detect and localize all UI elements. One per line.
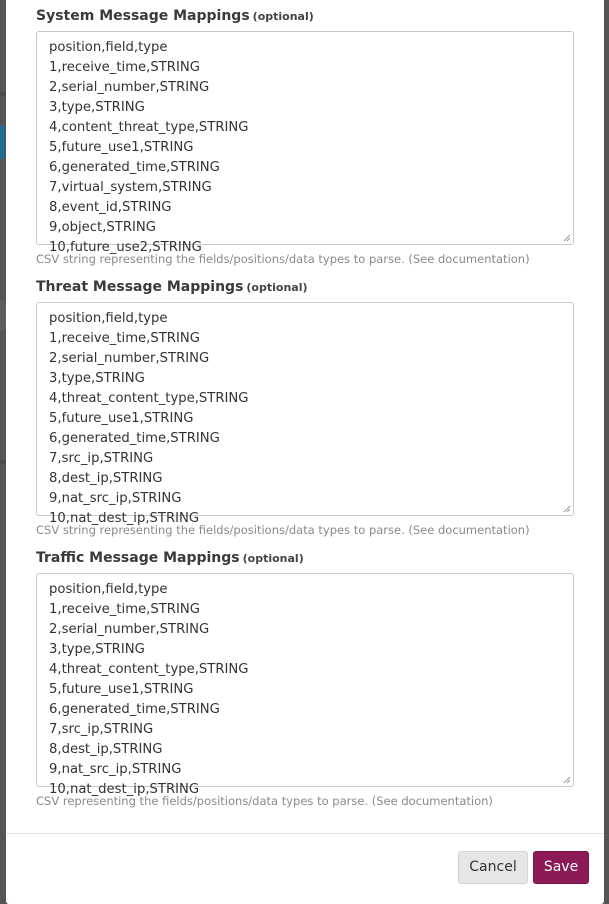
help-text: CSV representing the fields/positions/data types to parse. (See documentation) — [36, 794, 493, 808]
help-text: CSV string representing the fields/positions/data types to parse. (See documentation) — [36, 523, 530, 537]
textarea-line: 6,generated_time,STRING — [49, 431, 220, 446]
field-label-text: Traffic Message Mappings — [36, 550, 240, 566]
textarea-line: 9,nat_src_ip,STRING — [49, 491, 182, 506]
textarea-line: 7,src_ip,STRING — [49, 451, 154, 466]
textarea-line: 2,serial_number,STRING — [49, 80, 210, 95]
resize-grip-icon[interactable] — [563, 505, 571, 513]
textarea-line: 9,nat_src_ip,STRING — [49, 762, 182, 777]
background-accent — [0, 125, 5, 159]
textarea-line: position,field,type — [49, 582, 168, 597]
textarea-line: 2,serial_number,STRING — [49, 351, 210, 366]
field-label-text: System Message Mappings — [36, 8, 250, 24]
textarea-line: 3,type,STRING — [49, 371, 145, 386]
save-button[interactable]: Save — [533, 851, 589, 884]
textarea-line: 1,receive_time,STRING — [49, 60, 200, 75]
textarea-line: 5,future_use1,STRING — [49, 411, 194, 426]
textarea-line: 3,type,STRING — [49, 100, 145, 115]
textarea-line: 2,serial_number,STRING — [49, 622, 210, 637]
optional-tag: (optional) — [246, 281, 308, 294]
resize-grip-icon[interactable] — [563, 776, 571, 784]
footer-divider — [6, 833, 604, 834]
system-message-mappings-field — [36, 7, 574, 267]
cancel-button[interactable]: Cancel — [458, 851, 528, 884]
textarea-line: 10,nat_dest_ip,STRING — [49, 511, 200, 526]
textarea-line: 4,threat_content_type,STRING — [49, 662, 249, 677]
field-label — [36, 278, 574, 298]
textarea-line: 10,nat_dest_ip,STRING — [49, 782, 200, 797]
textarea-line: 6,generated_time,STRING — [49, 702, 220, 717]
textarea-line: position,field,type — [49, 311, 168, 326]
optional-tag: (optional) — [252, 10, 314, 23]
resize-grip-icon[interactable] — [563, 234, 571, 242]
textarea-line: 5,future_use1,STRING — [49, 682, 194, 697]
textarea-line: position,field,type — [49, 40, 168, 55]
textarea-line: 1,receive_time,STRING — [49, 331, 200, 346]
textarea-line: 7,virtual_system,STRING — [49, 180, 212, 195]
textarea-line: 9,object,STRING — [49, 220, 156, 235]
threat-message-mappings-textarea[interactable] — [36, 302, 574, 526]
field-label — [36, 7, 574, 27]
field-label-text: Threat Message Mappings — [36, 279, 244, 295]
traffic-message-mappings-field — [36, 549, 574, 809]
textarea-line: 8,dest_ip,STRING — [49, 471, 163, 486]
textarea-line: 8,dest_ip,STRING — [49, 742, 163, 757]
textarea-line: 1,receive_time,STRING — [49, 602, 200, 617]
textarea-line: 4,content_threat_type,STRING — [49, 120, 249, 135]
settings-modal — [6, 0, 604, 904]
textarea-line: 6,generated_time,STRING — [49, 160, 220, 175]
help-text: CSV string representing the fields/positions/data types to parse. (See documentation) — [36, 252, 530, 266]
textarea-line: 4,threat_content_type,STRING — [49, 391, 249, 406]
textarea-line: 5,future_use1,STRING — [49, 140, 194, 155]
textarea-line: 8,event_id,STRING — [49, 200, 172, 215]
textarea-line: 7,src_ip,STRING — [49, 722, 154, 737]
threat-message-mappings-field — [36, 278, 574, 538]
system-message-mappings-textarea[interactable] — [36, 31, 574, 255]
textarea-line: 10,future_use2,STRING — [49, 240, 202, 255]
field-label — [36, 549, 574, 569]
optional-tag: (optional) — [242, 552, 304, 565]
textarea-line: 3,type,STRING — [49, 642, 145, 657]
traffic-message-mappings-textarea[interactable] — [36, 573, 574, 797]
